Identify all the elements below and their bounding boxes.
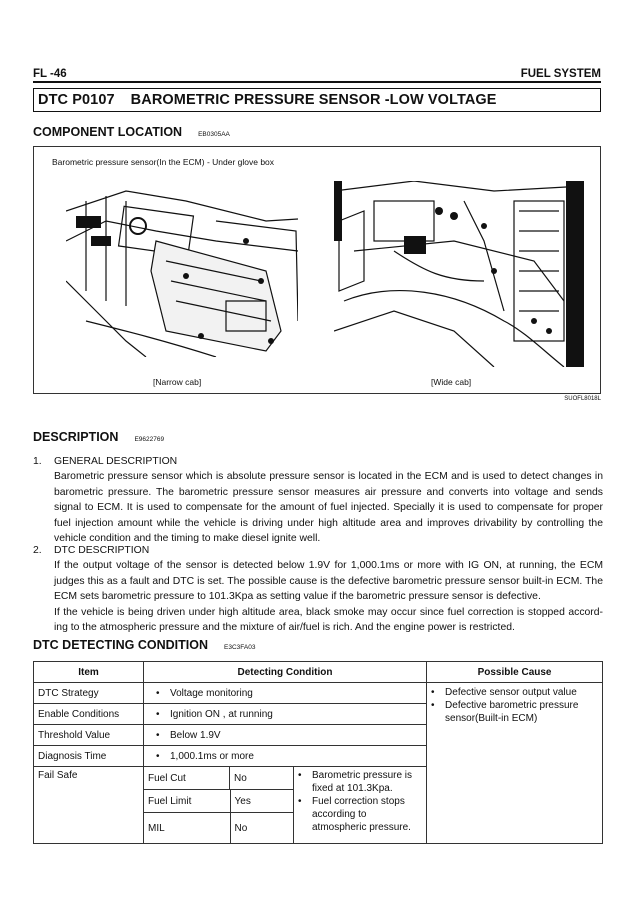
figure-caption: Barometric pressure sensor(In the ECM) - Under glove box	[52, 157, 275, 167]
col-condition: Detecting Condition	[144, 662, 427, 683]
figure-reference: SUOFL8018L	[564, 396, 601, 402]
dtc-title: BAROMETRIC PRESSURE SENSOR -LOW VOLTAGE	[130, 92, 497, 108]
page-number: FL -46	[33, 68, 67, 80]
row-condition	[144, 683, 427, 704]
narrow-cab-illustration	[66, 181, 298, 357]
bullet: •	[298, 770, 302, 781]
note-text: Fuel correction stops according to atmospheric pressure.	[312, 796, 411, 833]
row-item: Diagnosis Time	[34, 746, 144, 767]
fail-safe-row-3	[144, 813, 294, 844]
item-title: GENERAL DESCRIPTION	[54, 456, 178, 467]
item-number: 1.	[33, 456, 42, 467]
table-row	[34, 683, 603, 704]
heading-ref: E9622769	[134, 436, 165, 443]
cause-text: Defective sensor output value	[445, 687, 577, 698]
row-condition	[144, 725, 427, 746]
cause-text: Defective barometric pressure sensor(Built-in ECM)	[445, 700, 579, 724]
header-rule	[33, 81, 601, 83]
description-item-1	[33, 454, 603, 546]
item-text: If the output voltage of the sensor is detected below 1.9V for 1,000.1ms or more with IG ON, at running, the ECM judges this as a fault and DTC is set. The possible cause is the defective barometric pressure sensor built-in ECM. The ECM sets barometric pressure to 101.3Kpa as setting value if the barometric pressure sensor is defective.	[54, 560, 603, 603]
item-title: DTC DESCRIPTION	[54, 545, 150, 556]
bullet: •	[431, 700, 435, 711]
possible-cause-cell	[427, 683, 603, 844]
fail-safe-value: Yes	[230, 790, 294, 813]
item-number: 2.	[33, 545, 42, 556]
fail-safe-name: Fuel Cut	[144, 767, 230, 790]
heading-text: DTC DETECTING CONDITION	[33, 638, 208, 652]
row-item: DTC Strategy	[34, 683, 144, 704]
section-name: FUEL SYSTEM	[520, 68, 601, 80]
component-location-heading	[33, 125, 230, 139]
condition-text: Below 1.9V	[170, 729, 221, 741]
dtc-detecting-heading	[33, 638, 255, 652]
fail-safe-row-2	[144, 790, 294, 813]
condition-text: Ignition ON , at running	[170, 708, 273, 720]
page-header	[33, 64, 601, 80]
fail-safe-notes	[294, 767, 427, 844]
fail-safe-value: No	[230, 767, 294, 790]
description-item-2	[33, 543, 603, 635]
bullet: •	[431, 687, 435, 698]
heading-ref: E3C3FA03	[224, 644, 256, 651]
row-condition	[144, 746, 427, 767]
fail-safe-subtable	[144, 790, 294, 843]
figure-box	[33, 146, 601, 394]
note-text: Barometric pressure is fixed at 101.3Kpa.	[312, 770, 413, 794]
table-header-row	[34, 662, 603, 683]
row-item: Threshold Value	[34, 725, 144, 746]
heading-text: COMPONENT LOCATION	[33, 125, 183, 139]
wide-cab-photo	[334, 181, 584, 367]
item-text: Barometric pressure sensor which is absolute pressure sensor is located in the ECM and is used to detect changes in barometric pressure. The barometric pressure sensor measures air pressure and converts into voltage and sends signal to ECM. It is used to compensate for the amount of fuel injected. Specially it is used to compensate for proper fuel injection amount while the vehicle is driving under high altitude area and improves drivability by controlling the vehicle condition and the timing to make diesel ignite well.	[54, 471, 603, 545]
condition-text: Voltage monitoring	[170, 687, 253, 699]
dtc-condition-table	[33, 661, 603, 844]
item-text-continued: If the vehicle is being driven under high altitude area, black smoke may occur since fuel correction is stopped accord-ing to the atmospheric pressure and the mixture of air/fuel is rich. And the engine power is restricted.	[54, 606, 603, 634]
heading-text: DESCRIPTION	[33, 430, 119, 444]
bullet: •	[298, 796, 302, 807]
col-item: Item	[34, 662, 144, 683]
col-cause: Possible Cause	[427, 662, 603, 683]
dtc-code: DTC P0107	[38, 92, 115, 108]
bullet: •	[156, 750, 160, 762]
narrow-cab-photo	[66, 181, 298, 357]
narrow-cab-label: [Narrow cab]	[153, 377, 202, 387]
row-condition	[144, 704, 427, 725]
wide-cab-illustration	[334, 181, 584, 367]
dtc-title-box	[33, 88, 601, 112]
fail-safe-name: Fuel Limit	[144, 790, 230, 813]
row-item: Enable Conditions	[34, 704, 144, 725]
wide-cab-label: [Wide cab]	[431, 377, 472, 387]
bullet: •	[156, 708, 160, 720]
heading-ref: EB0305AA	[198, 131, 230, 138]
condition-text: 1,000.1ms or more	[170, 750, 254, 762]
bullet: •	[156, 729, 160, 741]
fail-safe-label: Fail Safe	[34, 767, 144, 844]
fail-safe-value: No	[234, 822, 248, 834]
bullet: •	[156, 687, 160, 699]
fail-safe-subtable-cell	[144, 790, 294, 844]
fail-safe-name: MIL	[144, 813, 230, 844]
description-heading	[33, 430, 164, 444]
